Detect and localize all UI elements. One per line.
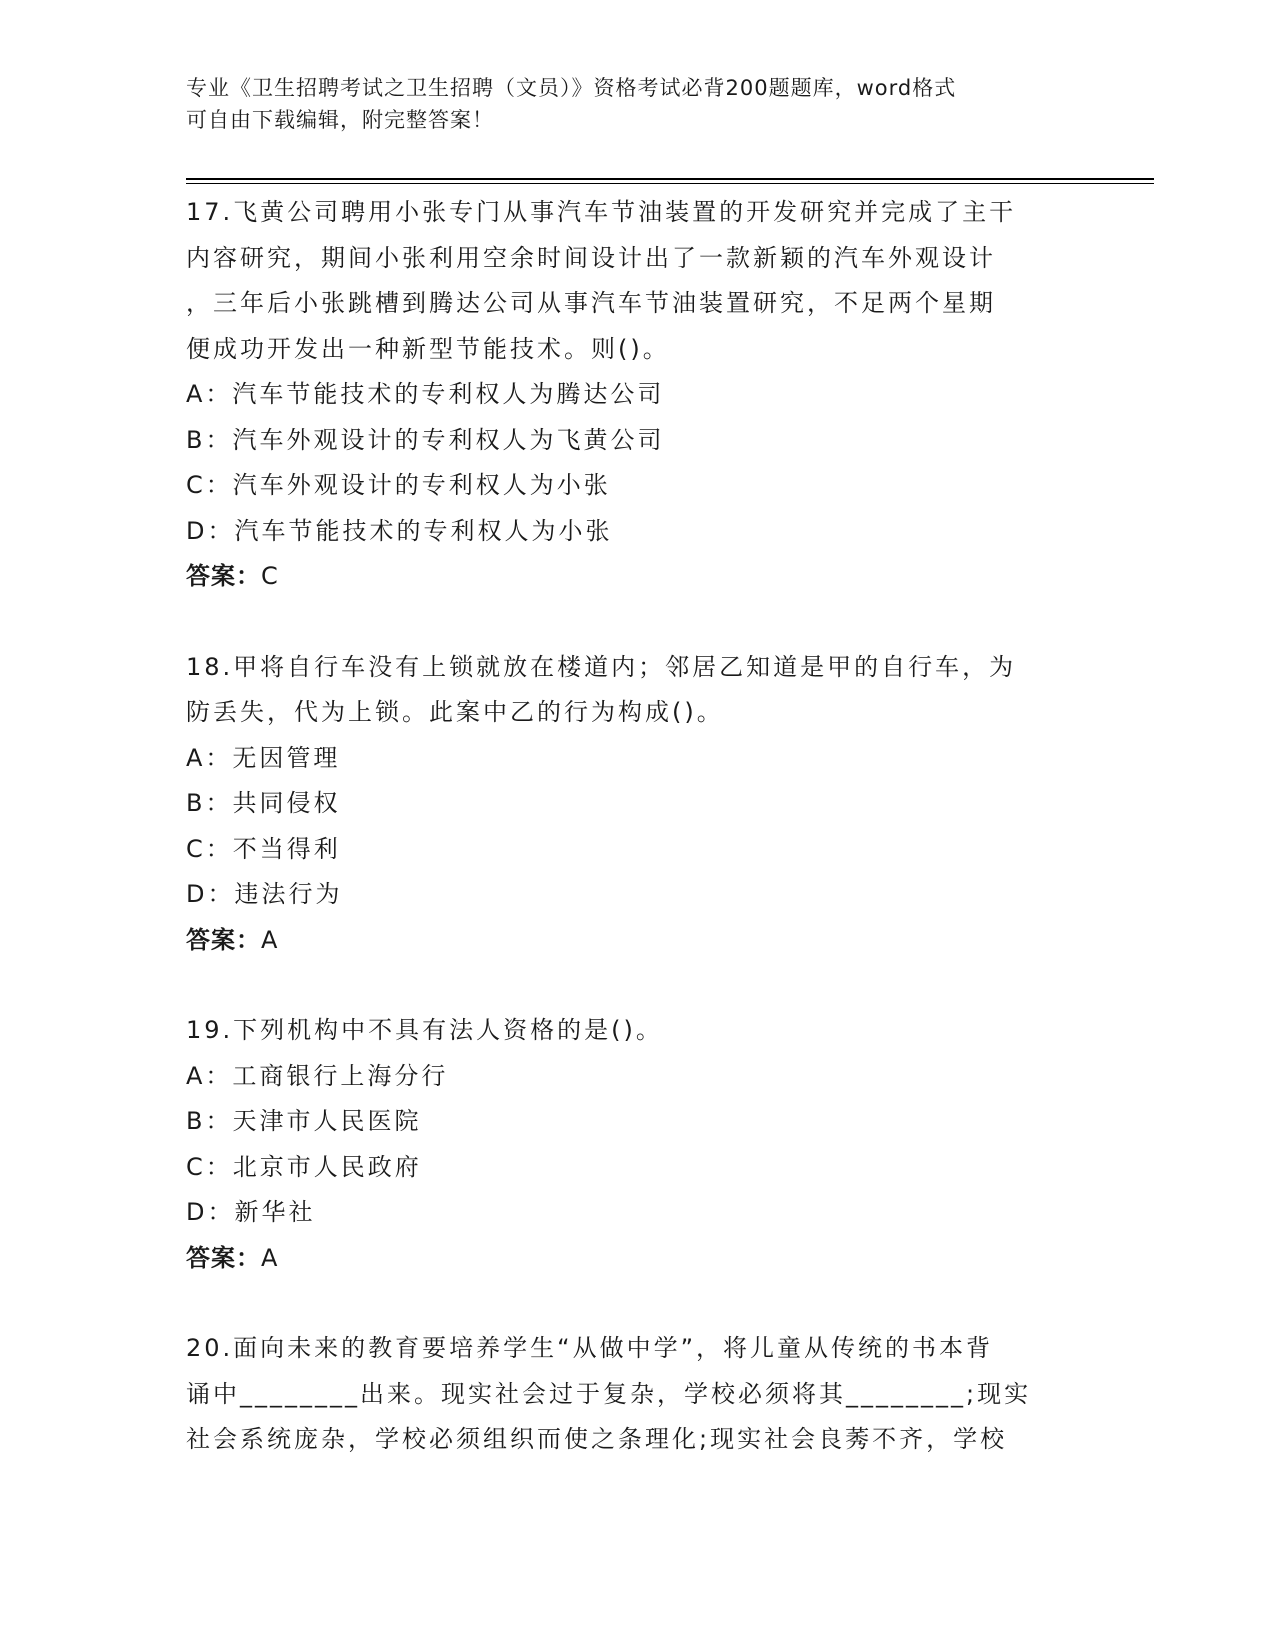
- question-stem-line: 防丢失，代为上锁。此案中乙的行为构成()。: [186, 698, 724, 726]
- option-d: D：汽车节能技术的专利权人为小张: [186, 516, 613, 545]
- header-line-1: 专业《卫生招聘考试之卫生招聘（文员）》资格考试必背200题题库，word格式: [186, 76, 957, 100]
- option-a: A：无因管理: [186, 743, 341, 772]
- question-18: [186, 645, 1086, 964]
- question-17: [186, 190, 1086, 600]
- answer-value: A: [261, 1243, 279, 1272]
- question-19: [186, 1008, 1086, 1281]
- option-a: A：工商银行上海分行: [186, 1061, 449, 1090]
- question-list: [186, 190, 1086, 1463]
- answer-line: [186, 554, 1086, 600]
- option-d: D：违法行为: [186, 880, 343, 908]
- option-b: B：汽车外观设计的专利权人为飞黄公司: [186, 425, 665, 454]
- answer-value: A: [261, 925, 279, 954]
- document-header: [186, 72, 1066, 136]
- option-a: A：汽车节能技术的专利权人为腾达公司: [186, 380, 665, 408]
- question-20: [186, 1326, 1086, 1463]
- option-b: B：共同侵权: [186, 789, 341, 817]
- option-c: C：北京市人民政府: [186, 1152, 422, 1181]
- option-c: C：汽车外观设计的专利权人为小张: [186, 471, 611, 499]
- question-stem-line: 19.下列机构中不具有法人资格的是()。: [186, 1016, 663, 1044]
- answer-label: 答案：: [186, 1243, 261, 1272]
- question-stem-line: 社会系统庞杂，学校必须组织而使之条理化;现实社会良莠不齐，学校: [186, 1425, 1008, 1453]
- answer-label: 答案：: [186, 925, 261, 954]
- header-divider-thin: [186, 183, 1154, 184]
- answer-line: [186, 1236, 1086, 1282]
- header-divider-thick: [186, 178, 1154, 180]
- question-stem-line: 18.甲将自行车没有上锁就放在楼道内；邻居乙知道是甲的自行车，为: [186, 652, 1017, 681]
- question-stem-line: 便成功开发出一种新型节能技术。则()。: [186, 334, 670, 363]
- question-stem-line: 内容研究，期间小张利用空余时间设计出了一款新颖的汽车外观设计: [186, 243, 996, 272]
- option-c: C：不当得利: [186, 834, 341, 863]
- answer-line: [186, 918, 1086, 964]
- option-b: B：天津市人民医院: [186, 1107, 422, 1135]
- question-stem-line: ，三年后小张跳槽到腾达公司从事汽车节油装置研究，不足两个星期: [186, 289, 996, 317]
- answer-value: C: [261, 562, 279, 590]
- header-line-2: 可自由下载编辑，附完整答案！: [186, 108, 494, 132]
- answer-label: 答案：: [186, 562, 261, 590]
- question-stem-line: 17.飞黄公司聘用小张专门从事汽车节油装置的开发研究并完成了主干: [186, 198, 1017, 226]
- option-d: D：新华社: [186, 1198, 316, 1226]
- question-stem-line: 诵中________出来。现实社会过于复杂，学校必须将其________;现实: [186, 1379, 1032, 1408]
- question-stem-line: 20.面向未来的教育要培养学生“从做中学”，将儿童从传统的书本背: [186, 1334, 994, 1362]
